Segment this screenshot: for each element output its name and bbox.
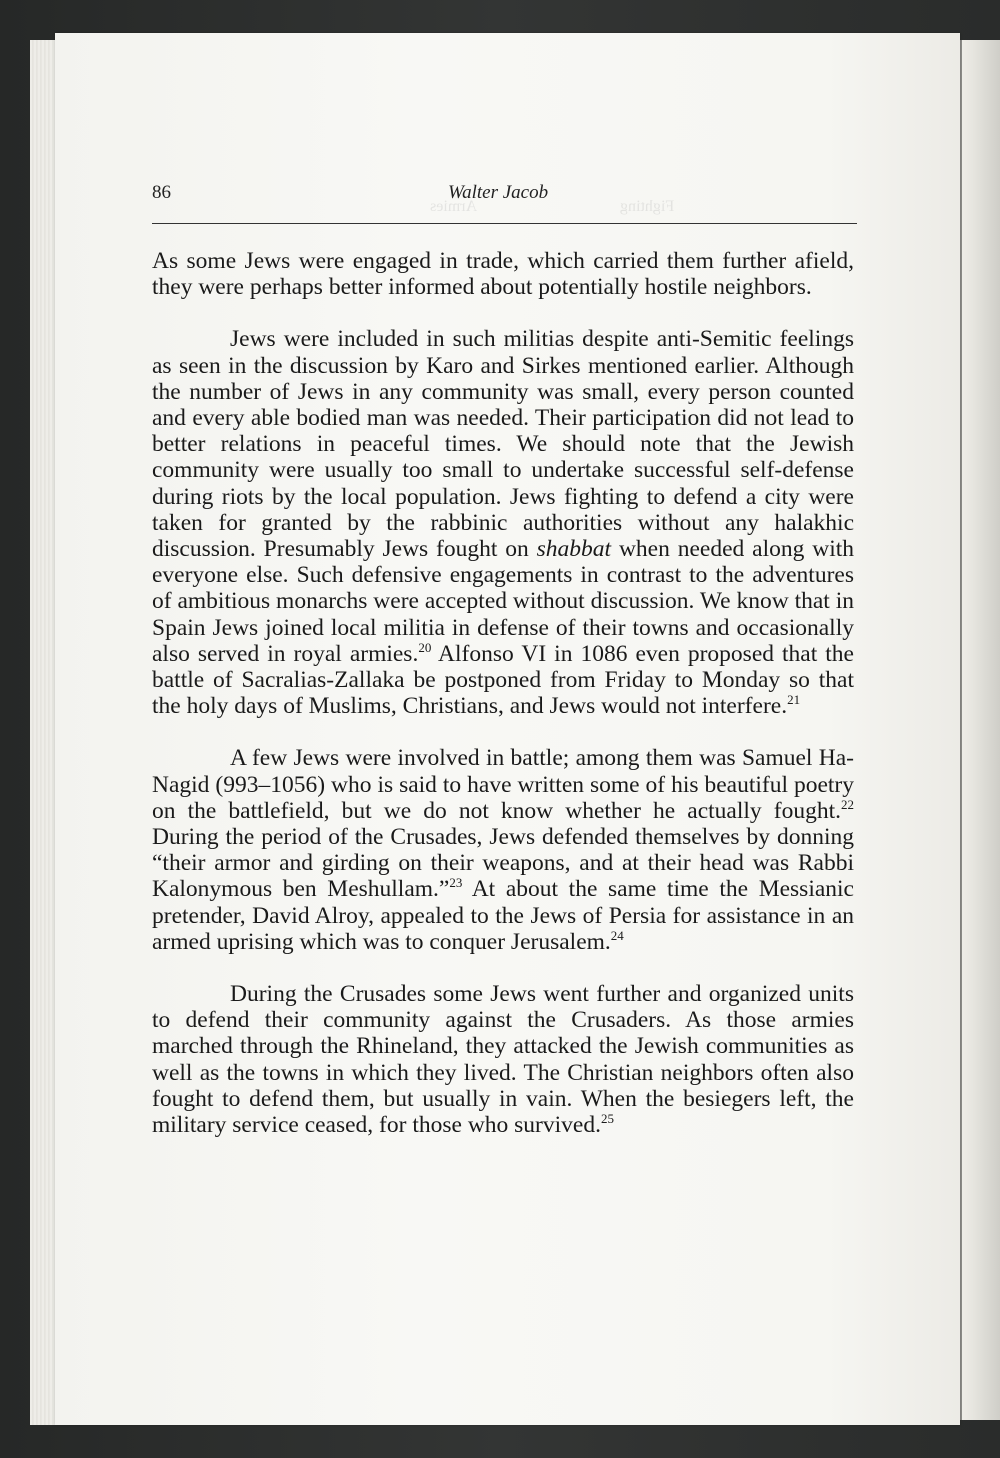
paragraph-text: At about the same time the Messianic pretender, David Alroy, appealed to the Jews of Persia for assistance in an armed uprising which was to conquer Jerusalem. xyxy=(152,876,854,955)
paragraph-text: During the period of the Crusades, Jews defended themselves by donning “their armor and girding on their weapons, and at their head was Rabbi Kalonymous ben Meshullam.” xyxy=(152,824,854,903)
paragraph-text: Jews were included in such militias despite anti-Semitic feelings as seen in the discussion by Karo and Sirkes mentioned earlier. Although the number of Jews in any community was small, every person counted and every able bodied man was needed. Their participation did not lead to better relations in peaceful times. We should note that the Jewish community were usually too small to undertake successful self-defense during riots by the local population. Jews fighting to defend a city were taken for granted by the rabbinic authorities without any halakhic discussion. Presumably Jews fought on xyxy=(152,326,854,563)
paragraph-text: A few Jews were involved in battle; among them was Samuel Ha-Nagid (993–1056) who is said to have written some of his beautiful poetry on the battlefield, but we do not know whether he actually fought. xyxy=(152,745,854,824)
body-text xyxy=(152,248,854,1164)
paragraph-1 xyxy=(152,248,854,300)
paragraph-4 xyxy=(152,981,854,1138)
footnote-ref: 23 xyxy=(449,875,463,891)
paragraph-text: Alfonso VI in 1086 even proposed that the battle of Sacralias-Zallaka be postponed from Friday to Monday so that the holy days of Muslims, Christians, and Jews would not interfere. xyxy=(152,640,854,720)
paragraph-3 xyxy=(152,745,854,955)
footnote-ref: 24 xyxy=(610,927,624,943)
paragraph-2 xyxy=(152,326,854,719)
page-header xyxy=(152,182,857,224)
facing-page-edge xyxy=(955,40,1000,1420)
paragraph-text: when needed along with everyone else. Such defensive engagements in contrast to the adventures of ambitious monarchs were accepted without discussion. We know that in Spain Jews joined local militia in defense of their towns and occasionally also served in royal armies. xyxy=(152,536,854,667)
paragraph-text: As some Jews were engaged in trade, which carried them further afield, they were perhaps better informed about potentially hostile neighbors. xyxy=(152,248,854,301)
page-number: 86 xyxy=(152,182,171,203)
italic-term: shabbat xyxy=(536,536,612,563)
header-rule xyxy=(152,223,857,224)
footnote-ref: 20 xyxy=(418,639,432,655)
footnote-ref: 21 xyxy=(787,692,801,708)
running-head: Walter Jacob xyxy=(448,182,549,203)
paragraph-text: During the Crusades some Jews went further and organized units to defend their community against the Crusaders. As those armies marched through the Rhineland, they attacked the Jewish communities as well as the towns in which they lived. The Christian neighbors often also fought to defend them, but usually in vain. When the besiegers left, the military service ceased, for those who survived. xyxy=(152,981,854,1139)
footnote-ref: 25 xyxy=(600,1111,614,1127)
footnote-ref: 22 xyxy=(841,796,854,812)
